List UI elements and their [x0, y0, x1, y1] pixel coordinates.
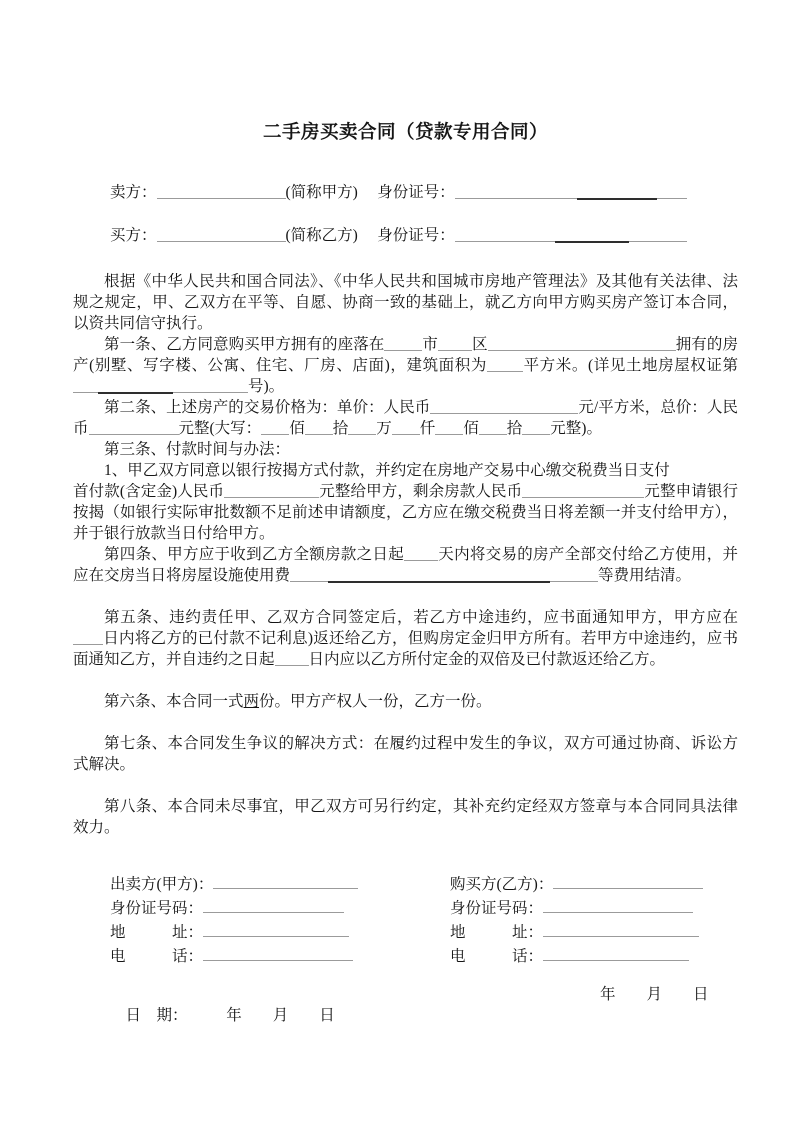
- signature-seller-column: [110, 874, 450, 970]
- blank-fill-in-field[interactable]: [73, 379, 248, 393]
- signature-label: 出卖方(甲方)：: [110, 876, 214, 893]
- signature-row: [110, 922, 450, 943]
- clause-7: [73, 733, 738, 775]
- clause-text: 元整)。: [550, 420, 602, 437]
- clause-text: 第三条、付款时间与办法：: [104, 441, 291, 458]
- signature-row: [450, 922, 738, 943]
- signature-row: [450, 874, 738, 895]
- blank-fill-in-field[interactable]: [275, 652, 309, 666]
- blank-fill-in-field[interactable]: [261, 421, 289, 435]
- signature-label: 电 话：: [110, 948, 204, 965]
- signature-blank-field[interactable]: [543, 923, 699, 937]
- clause-text: 区: [472, 336, 488, 353]
- date-right: 年 月 日: [600, 986, 709, 1003]
- clause-text: 第五条、违约责任甲、乙双方合同签定后，若乙方中途违约，应书面通知甲方，甲方应在: [104, 609, 738, 626]
- signature-row: [450, 946, 738, 967]
- clause-text: 第七条、本合同发生争议的解决方式：在履约过程中发生的争议，双方可通过协商、诉讼方式解决。: [73, 735, 738, 773]
- clause-4: [73, 544, 738, 586]
- signature-label: 购买方(乙方)：: [450, 876, 554, 893]
- clause-intro: [73, 271, 738, 334]
- clause-text: 佰: [289, 420, 305, 437]
- clause-text: 第八条、本合同未尽事宜，甲乙双方可另行约定，其补充约定经双方签章与本合同同具法律效力。: [73, 798, 738, 836]
- signature-label: 电 话：: [450, 948, 544, 965]
- signature-blank-field[interactable]: [203, 947, 353, 961]
- clause-text: 平方米。(详见土地房屋权证第: [522, 357, 738, 374]
- blank-fill-in-field[interactable]: [305, 421, 333, 435]
- blank-fill-in-field[interactable]: [157, 185, 286, 199]
- clause-text: 日内应以乙方所付定金的双倍及已付款返还给乙方。: [308, 651, 666, 668]
- clause-text: 日内将乙方的已付款不记利息)返还给乙方，但购房定金归甲方所有。若甲方中途违约，应书面通知乙方，并自违约之日起: [73, 630, 738, 668]
- clause-5: [73, 607, 738, 670]
- blank-fill-in-field[interactable]: [224, 484, 319, 498]
- blank-fill-in-field[interactable]: [73, 631, 103, 645]
- clause-text: 第四条、甲方应于收到乙方全额房款之日起: [104, 546, 404, 563]
- clause-text: 首付款(含定金)人民币: [73, 483, 225, 500]
- blank-fill-in-field[interactable]: [479, 421, 507, 435]
- clause-6: [73, 691, 738, 712]
- blank-fill-in-field[interactable]: [384, 337, 422, 351]
- blank-dark-segment: [98, 392, 173, 394]
- signature-label: 身份证号码：: [450, 900, 544, 917]
- blank-dark-segment: [555, 241, 629, 243]
- clause-text: 元整申请银行按揭（如银行实际审批数额不足前述申请额度，乙方应在缴交税费当日将差额一并支付给甲方），并于银行放款当日付给甲方。: [73, 483, 738, 542]
- clause-text: 根据《中华人民共和国合同法》、《中华人民共和国城市房地产管理法》及其他有关法律、法规之规定，甲、乙双方在平等、自愿、协商一致的基础上，就乙方向甲方购买房产签订本合同，以资共同信守执行。: [73, 273, 738, 332]
- signature-blank-field[interactable]: [543, 899, 693, 913]
- blank-fill-in-field[interactable]: [488, 337, 676, 351]
- signature-row: [450, 898, 738, 919]
- signature-buyer-column: [450, 874, 738, 970]
- clause-text: 第二条、上述房产的交易价格为：单价：人民币: [104, 399, 431, 416]
- blank-fill-in-field[interactable]: [89, 421, 179, 435]
- blank-fill-in-field[interactable]: [430, 400, 578, 414]
- blank-fill-in-field[interactable]: [435, 421, 463, 435]
- signature-blank-field[interactable]: [203, 923, 349, 937]
- clause-text: 第六条、本合同一式: [104, 693, 244, 710]
- blank-fill-in-field[interactable]: [522, 484, 644, 498]
- blank-fill-in-field[interactable]: [522, 421, 550, 435]
- signature-label: 地 址：: [110, 924, 204, 941]
- clause-8: [73, 796, 738, 838]
- signature-blank-field[interactable]: [203, 899, 344, 913]
- party-buyer-row: [110, 225, 738, 246]
- clause-text: 等费用结清。: [598, 567, 692, 584]
- clause-text: 份。甲方产权人一份，乙方一份。: [259, 693, 492, 710]
- blank-fill-in-field[interactable]: [487, 358, 523, 372]
- clause-text: (简称乙方) 身份证号：: [285, 227, 455, 244]
- clause-text: 卖方：: [110, 184, 157, 201]
- signature-label: 地 址：: [450, 924, 544, 941]
- clause-text: 元/平方米，总价：人民币: [73, 399, 738, 437]
- clause-2: [73, 397, 738, 439]
- signature-blank-field[interactable]: [543, 947, 689, 961]
- clause-text: 元整给甲方，剩余房款人民币: [319, 483, 523, 500]
- clause-text: 买方：: [110, 227, 157, 244]
- blank-fill-in-field[interactable]: [438, 337, 472, 351]
- clause-text: 元整(大写：: [178, 420, 262, 437]
- blank-fill-in-field[interactable]: [392, 421, 420, 435]
- blank-fill-in-field[interactable]: [455, 228, 687, 242]
- clause-text: 1、甲乙双方同意以银行按揭方式付款，并约定在房地产交易中心缴交税费当日支付: [104, 462, 670, 479]
- clause-text: 仟: [419, 420, 436, 437]
- blank-dark-segment: [577, 198, 657, 200]
- clause-text: 拾: [332, 420, 349, 437]
- date-row: [110, 984, 738, 1068]
- clause-3-heading: [73, 439, 738, 460]
- signature-blank-field[interactable]: [213, 875, 358, 889]
- clause-3-item-1: [73, 460, 738, 544]
- signature-row: [110, 898, 450, 919]
- clause-text: 拾: [506, 420, 523, 437]
- clause-text: 市: [422, 336, 438, 353]
- clause-text: 第一条、乙方同意购买甲方拥有的座落在: [104, 336, 385, 353]
- signature-block: [73, 874, 738, 970]
- signature-row: [110, 946, 450, 967]
- clause-text: 号)。: [248, 378, 285, 395]
- blank-dark-segment: [328, 581, 550, 583]
- signature-label: 身份证号码：: [110, 900, 204, 917]
- blank-fill-in-field[interactable]: [157, 228, 286, 242]
- date-left: 日 期： 年 月 日: [125, 1007, 335, 1024]
- clause-text: (简称甲方) 身份证号：: [285, 184, 455, 201]
- clause-1: [73, 334, 738, 397]
- clause-text: 万: [376, 420, 392, 437]
- clause-text: 佰: [463, 420, 479, 437]
- blank-fill-in-field[interactable]: [404, 547, 438, 561]
- signature-row: [110, 874, 450, 895]
- clause-text: 拥有的房产(别墅、写字楼、公寓、住宅、厂房、店面)，建筑面积为: [73, 336, 738, 374]
- page-title: 二手房买卖合同（贷款专用合同）: [262, 121, 548, 142]
- blank-fill-in-field[interactable]: [290, 568, 598, 582]
- blank-fill-in-field[interactable]: [455, 185, 687, 199]
- party-seller-row: [110, 182, 738, 203]
- blank-fill-in-field[interactable]: [348, 421, 376, 435]
- underlined-text: 两: [243, 693, 260, 710]
- clause-text: 天内将交易的房产全部交付给乙方使用，并应在交房当日将房屋设施使用费: [73, 546, 738, 584]
- signature-blank-field[interactable]: [553, 875, 703, 889]
